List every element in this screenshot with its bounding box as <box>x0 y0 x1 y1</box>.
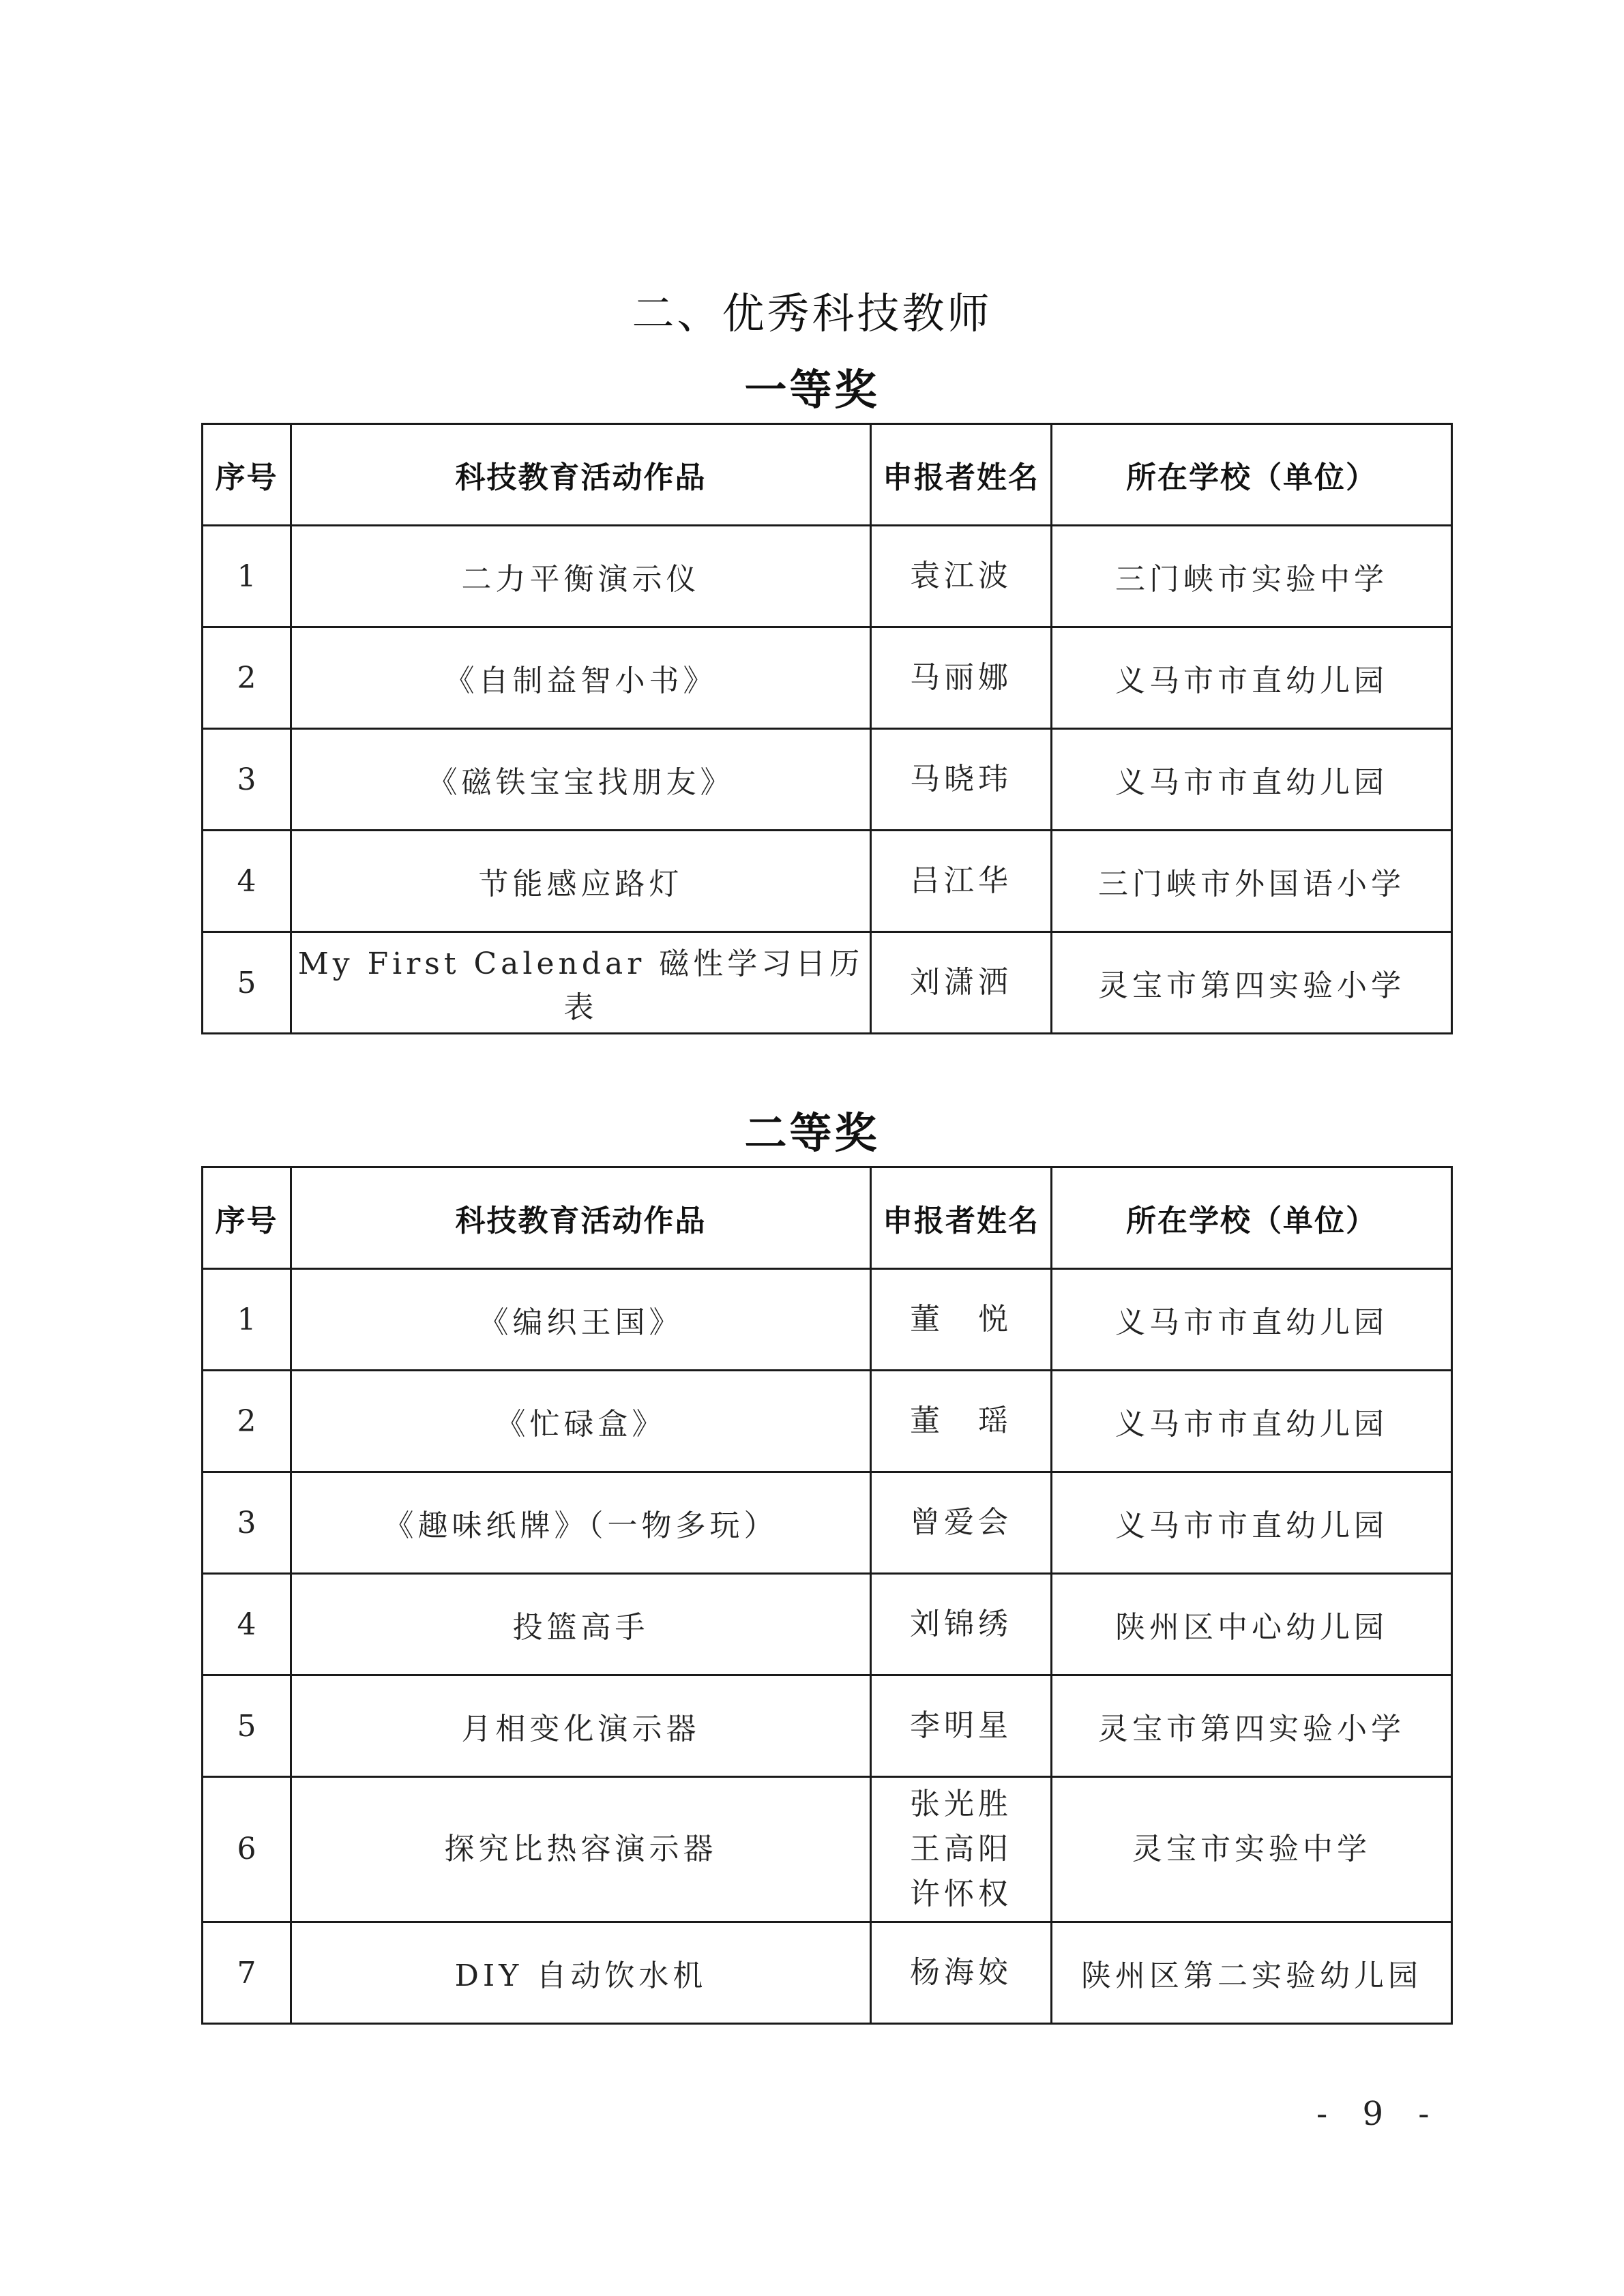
page-number: - 9 - <box>1316 2095 1442 2133</box>
work-title: DIY 自动饮水机 <box>291 1922 871 2024</box>
table-header-row <box>203 424 1452 526</box>
work-title: 月相变化演示器 <box>291 1675 871 1777</box>
applicant-name: 许怀权 <box>910 1877 1012 1911</box>
applicant-name: 李明星 <box>910 1708 1012 1743</box>
work-title: 《忙碌盒》 <box>291 1371 871 1472</box>
table-row <box>203 1922 1452 2024</box>
applicant-name: 王高阳 <box>910 1832 1012 1866</box>
applicant-names <box>871 1371 1052 1472</box>
header-work: 科技教育活动作品 <box>291 1167 871 1269</box>
applicant-name: 马丽娜 <box>910 660 1012 695</box>
school-name: 三门峡市实验中学 <box>1052 526 1452 627</box>
table-row <box>203 1269 1452 1371</box>
work-title: 二力平衡演示仪 <box>291 526 871 627</box>
applicant-names <box>871 526 1052 627</box>
applicant-name: 刘锦绣 <box>910 1607 1012 1641</box>
applicant-name: 曾爱会 <box>910 1505 1012 1540</box>
first-prize-title: 一等奖 <box>744 365 880 415</box>
applicant-names <box>871 1574 1052 1675</box>
applicant-name: 杨海姣 <box>910 1955 1012 1990</box>
header-applicant: 申报者姓名 <box>871 424 1052 526</box>
header-no: 序号 <box>203 424 291 526</box>
table-row <box>203 1574 1452 1675</box>
row-number: 2 <box>203 627 291 729</box>
school-name: 义马市市直幼儿园 <box>1052 1371 1452 1472</box>
applicant-names <box>871 831 1052 932</box>
header-applicant: 申报者姓名 <box>871 1167 1052 1269</box>
row-number: 4 <box>203 1574 291 1675</box>
table-row <box>203 627 1452 729</box>
header-school: 所在学校（单位） <box>1052 1167 1452 1269</box>
row-number: 3 <box>203 1472 291 1574</box>
work-title: 《趣味纸牌》（一物多玩） <box>291 1472 871 1574</box>
table-row <box>203 932 1452 1034</box>
work-title: 《自制益智小书》 <box>291 627 871 729</box>
header-school: 所在学校（单位） <box>1052 424 1452 526</box>
table-row <box>203 831 1452 932</box>
applicant-names <box>871 1269 1052 1371</box>
school-name: 陕州区第二实验幼儿园 <box>1052 1922 1452 2024</box>
school-name: 义马市市直幼儿园 <box>1052 729 1452 831</box>
table-row <box>203 1472 1452 1574</box>
work-title: 《编织王国》 <box>291 1269 871 1371</box>
applicant-names <box>871 932 1052 1034</box>
school-name: 义马市市直幼儿园 <box>1052 1269 1452 1371</box>
applicant-names <box>871 729 1052 831</box>
row-number: 1 <box>203 1269 291 1371</box>
row-number: 5 <box>203 1675 291 1777</box>
second-prize-title: 二等奖 <box>744 1108 880 1158</box>
work-title: 节能感应路灯 <box>291 831 871 932</box>
school-name: 三门峡市外国语小学 <box>1052 831 1452 932</box>
work-title: My First Calendar 磁性学习日历表 <box>291 932 871 1034</box>
applicant-names <box>871 1777 1052 1922</box>
applicant-name: 吕江华 <box>910 863 1012 898</box>
row-number: 4 <box>203 831 291 932</box>
header-no: 序号 <box>203 1167 291 1269</box>
first-prize-table <box>201 423 1453 1034</box>
applicant-names <box>871 1472 1052 1574</box>
table-header-row <box>203 1167 1452 1269</box>
applicant-name: 马晓玮 <box>910 762 1012 796</box>
applicant-names <box>871 1922 1052 2024</box>
row-number: 2 <box>203 1371 291 1472</box>
second-prize-table <box>201 1166 1453 2025</box>
applicant-name: 董 瑶 <box>910 1403 1012 1438</box>
table-row <box>203 1777 1452 1922</box>
first-prize-rows <box>203 526 1452 1034</box>
applicant-name: 刘潇洒 <box>910 965 1012 1000</box>
school-name: 灵宝市第四实验小学 <box>1052 932 1452 1034</box>
row-number: 3 <box>203 729 291 831</box>
school-name: 义马市市直幼儿园 <box>1052 627 1452 729</box>
row-number: 7 <box>203 1922 291 2024</box>
section-title: 二、优秀科技教师 <box>632 288 992 338</box>
work-title: 探究比热容演示器 <box>291 1777 871 1922</box>
applicant-names <box>871 627 1052 729</box>
table-row <box>203 729 1452 831</box>
row-number: 5 <box>203 932 291 1034</box>
header-work: 科技教育活动作品 <box>291 424 871 526</box>
school-name: 陕州区中心幼儿园 <box>1052 1574 1452 1675</box>
table-row <box>203 1675 1452 1777</box>
table-row <box>203 1371 1452 1472</box>
row-number: 6 <box>203 1777 291 1922</box>
school-name: 灵宝市实验中学 <box>1052 1777 1452 1922</box>
applicant-name: 董 悦 <box>910 1302 1012 1337</box>
row-number: 1 <box>203 526 291 627</box>
applicant-name: 张光胜 <box>910 1787 1012 1821</box>
applicant-name: 袁江波 <box>910 558 1012 593</box>
work-title: 《磁铁宝宝找朋友》 <box>291 729 871 831</box>
applicant-names <box>871 1675 1052 1777</box>
school-name: 义马市市直幼儿园 <box>1052 1472 1452 1574</box>
table-row <box>203 526 1452 627</box>
work-title: 投篮高手 <box>291 1574 871 1675</box>
second-prize-rows <box>203 1269 1452 2024</box>
school-name: 灵宝市第四实验小学 <box>1052 1675 1452 1777</box>
